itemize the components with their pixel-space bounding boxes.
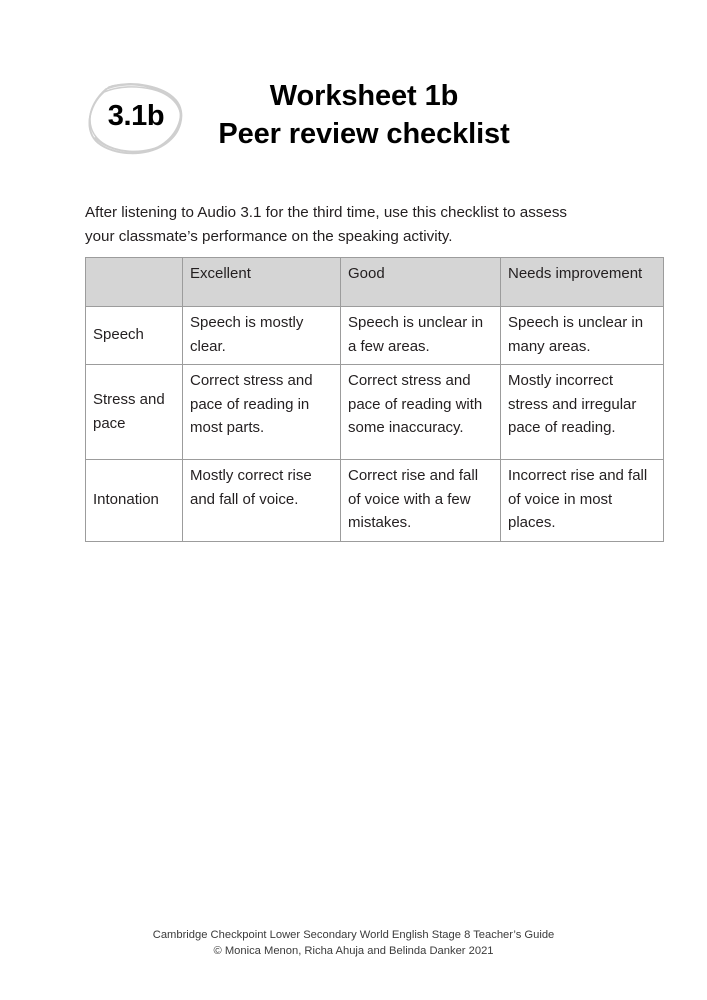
- row-criterion-speech: Speech: [86, 307, 183, 365]
- row-criterion-intonation: Intonation: [86, 460, 183, 542]
- table-row: [86, 307, 664, 365]
- cell-intonation-needs-improvement: Incorrect rise and fall of voice in most places.: [501, 460, 664, 542]
- cell-stress-excellent: Correct stress and pace of reading in most parts.: [183, 365, 341, 460]
- column-header-needs-improvement: Needs improvement: [501, 258, 664, 307]
- page-title-line-2: Peer review checklist: [218, 118, 510, 150]
- page-title: [182, 78, 546, 153]
- instruction-paragraph: After listening to Audio 3.1 for the third time, use this checklist to assess your classmate’s performance on the speaking activity.: [85, 204, 568, 246]
- cell-intonation-good: Correct rise and fall of voice with a few mistakes.: [341, 460, 501, 542]
- cell-stress-needs-improvement: Mostly incorrect stress and irregular pace of reading.: [501, 365, 664, 460]
- cell-speech-needs-improvement: Speech is unclear in many areas.: [501, 307, 664, 365]
- cell-speech-excellent: Speech is mostly clear.: [183, 307, 341, 365]
- page-footer: [0, 928, 707, 959]
- page-title-line-1: Worksheet 1b: [269, 80, 459, 112]
- column-header-good: Good: [341, 258, 501, 307]
- worksheet-number-badge: [84, 80, 188, 156]
- cell-stress-good: Correct stress and pace of reading with some inaccuracy.: [341, 365, 501, 460]
- footer-source-line: Cambridge Checkpoint Lower Secondary World English Stage 8 Teacher’s Guide: [152, 929, 555, 941]
- peer-review-checklist-table-wrapper: [85, 257, 663, 542]
- column-header-excellent: Excellent: [183, 258, 341, 307]
- column-header-criterion: [86, 258, 183, 307]
- row-criterion-stress-and-pace: Stress and pace: [86, 365, 183, 460]
- worksheet-number-label: 3.1b: [107, 100, 165, 132]
- cell-speech-good: Speech is unclear in a few areas.: [341, 307, 501, 365]
- table-row: [86, 365, 664, 460]
- table-row: [86, 460, 664, 542]
- footer-copyright-line: © Monica Menon, Richa Ahuja and Belinda Danker 2021: [213, 944, 494, 957]
- peer-review-checklist-table: [85, 257, 664, 542]
- cell-intonation-excellent: Mostly correct rise and fall of voice.: [183, 460, 341, 542]
- table-header-row: [86, 258, 664, 307]
